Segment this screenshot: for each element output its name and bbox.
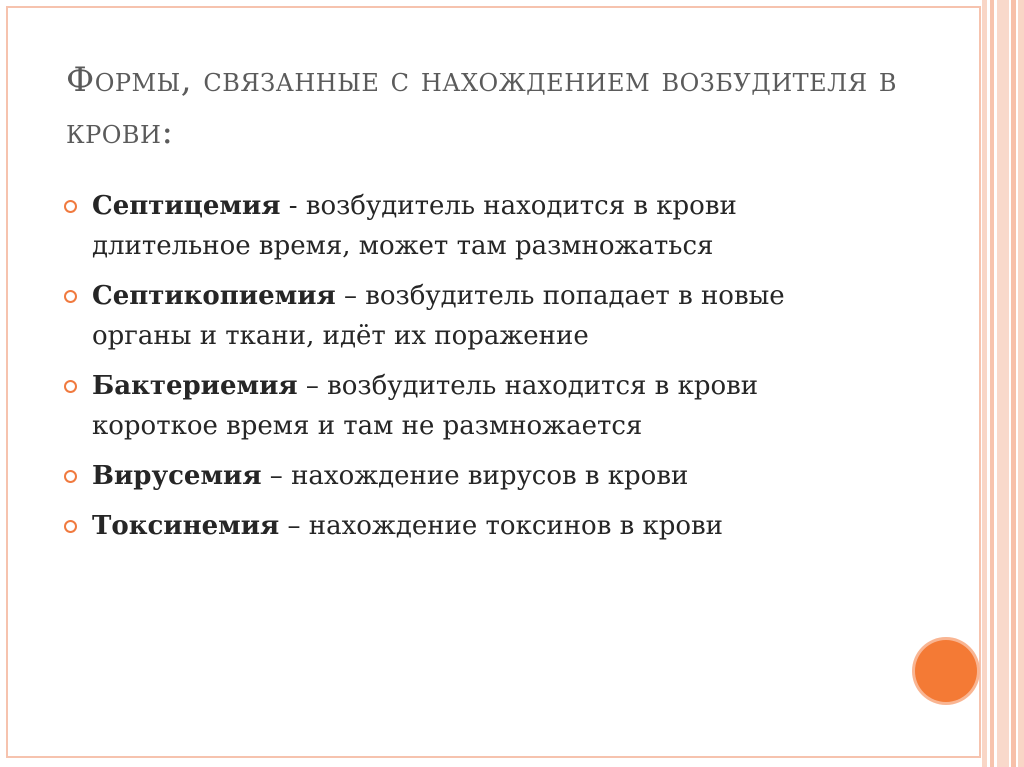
term-definition: – нахождение вирусов в крови [261, 461, 689, 491]
bullet-circle-icon [64, 380, 77, 393]
list-item [62, 506, 892, 546]
term-label: Вирусемия [92, 461, 262, 491]
term-label: Токсинемия [92, 511, 280, 541]
term-label: Септицемия [92, 191, 281, 221]
list-item [62, 456, 892, 496]
stripe [997, 0, 1009, 767]
term-definition: – возбудитель попадает в новые органы и ткани, идёт их поражение [92, 281, 785, 351]
bullet-circle-icon [64, 290, 77, 303]
term-definition: – нахождение токсинов в крови [279, 511, 724, 541]
list-item [62, 186, 892, 266]
decorative-side-stripes [982, 0, 1024, 767]
list-item [62, 276, 892, 356]
list-item [62, 366, 892, 446]
decorative-orange-circle [915, 640, 977, 702]
stripe [1018, 0, 1024, 767]
bullet-circle-icon [64, 520, 77, 533]
bullet-circle-icon [64, 470, 77, 483]
bullet-circle-icon [64, 200, 77, 213]
stripe [982, 0, 987, 767]
slide-title: Формы, связанные с нахождением возбудителя в крови: [66, 60, 898, 152]
term-definition: - возбудитель находится в крови длительное время, может там размножаться [92, 191, 737, 261]
stripe [1011, 0, 1016, 767]
bullet-list [62, 186, 892, 556]
stripe [990, 0, 994, 767]
term-definition: – возбудитель находится в крови короткое время и там не размножается [92, 371, 759, 441]
term-label: Бактериемия [92, 371, 298, 401]
term-label: Септикопиемия [92, 281, 336, 311]
